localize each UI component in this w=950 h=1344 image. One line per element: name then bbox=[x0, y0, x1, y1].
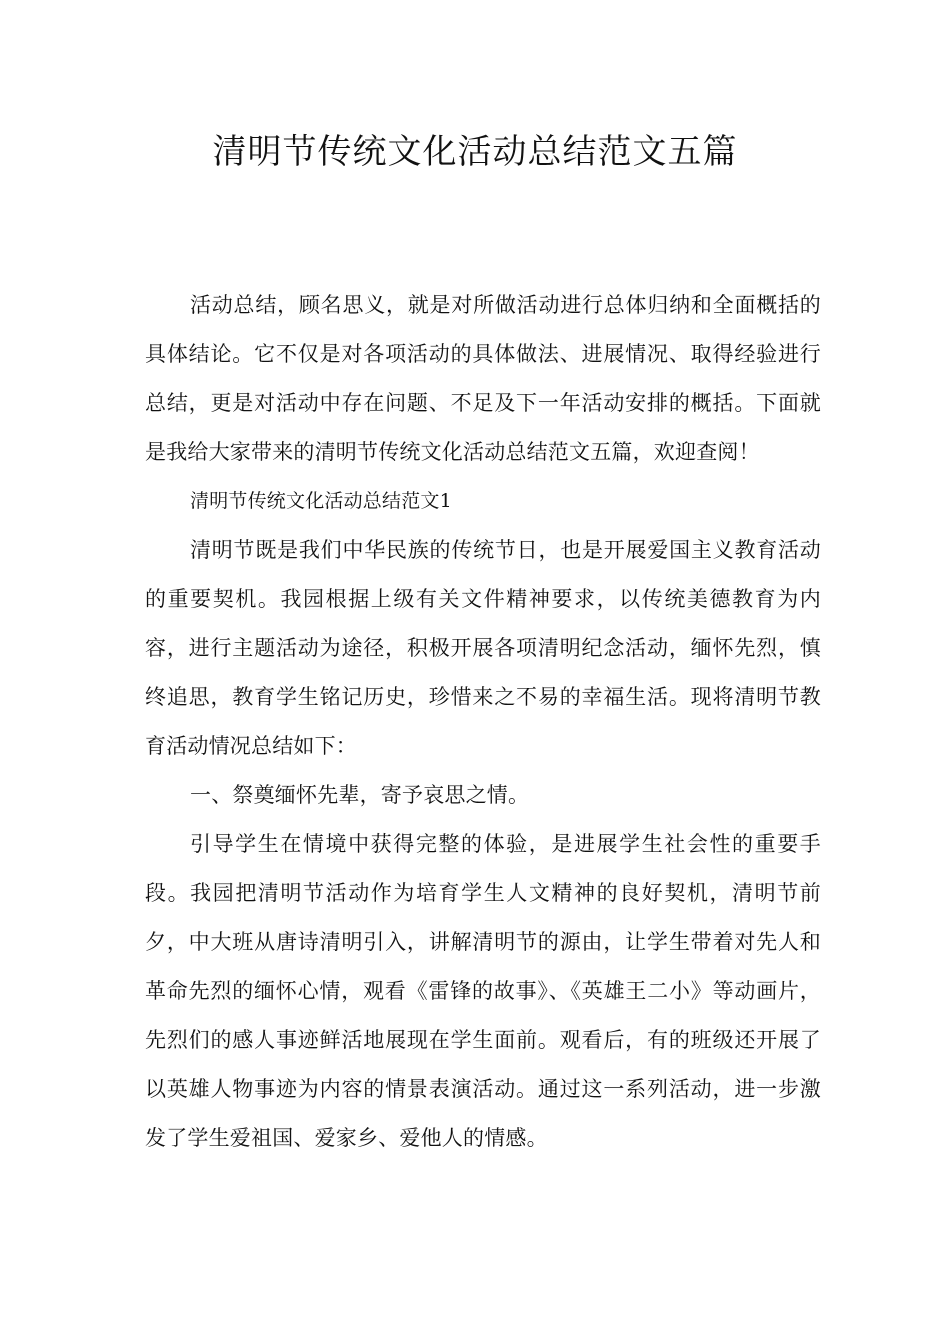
document-title: 清明节传统文化活动总结范文五篇 bbox=[212, 132, 738, 172]
intro-paragraph: 活动总结，顾名思义，就是对所做活动进行总体归纳和全面概括的具体结论。它不仅是对各项活动的具体做法、进展情况、取得经验进行总结，更是对活动中存在问题、不足及下一年活动安排的概括。下面就是我给大家带来的清明节传统文化活动总结范文五篇，欢迎查阅！ bbox=[145, 293, 821, 464]
document-body bbox=[145, 281, 821, 1163]
essay-1-paragraph-2: 引导学生在情境中获得完整的体验，是进展学生社会性的重要手段。我园把清明节活动作为培育学生人文精神的良好契机，清明节前夕，中大班从唐诗清明引入，讲解清明节的源由，让学生带着对先人和革命先烈的缅怀心情，观看《雷锋的故事》、《英雄王二小》等动画片，先烈们的感人事迹鲜活地展现在学生面前。观看后，有的班级还开展了以英雄人物事迹为内容的情景表演活动。通过这一系列活动，进一步激发了学生爱祖国、爱家乡、爱他人的情感。 bbox=[145, 832, 821, 1150]
essay-1-subheading-1: 一、祭奠缅怀先辈，寄予哀思之情。 bbox=[190, 783, 530, 807]
section-heading-essay-1: 清明节传统文化活动总结范文1 bbox=[190, 490, 452, 512]
essay-1-paragraph-1: 清明节既是我们中华民族的传统节日，也是开展爱国主义教育活动的重要契机。我园根据上级有关文件精神要求，以传统美德教育为内容，进行主题活动为途径，积极开展各项清明纪念活动，缅怀先烈，慎终追思，教育学生铭记历史，珍惜来之不易的幸福生活。现将清明节教育活动情况总结如下： bbox=[145, 538, 821, 758]
